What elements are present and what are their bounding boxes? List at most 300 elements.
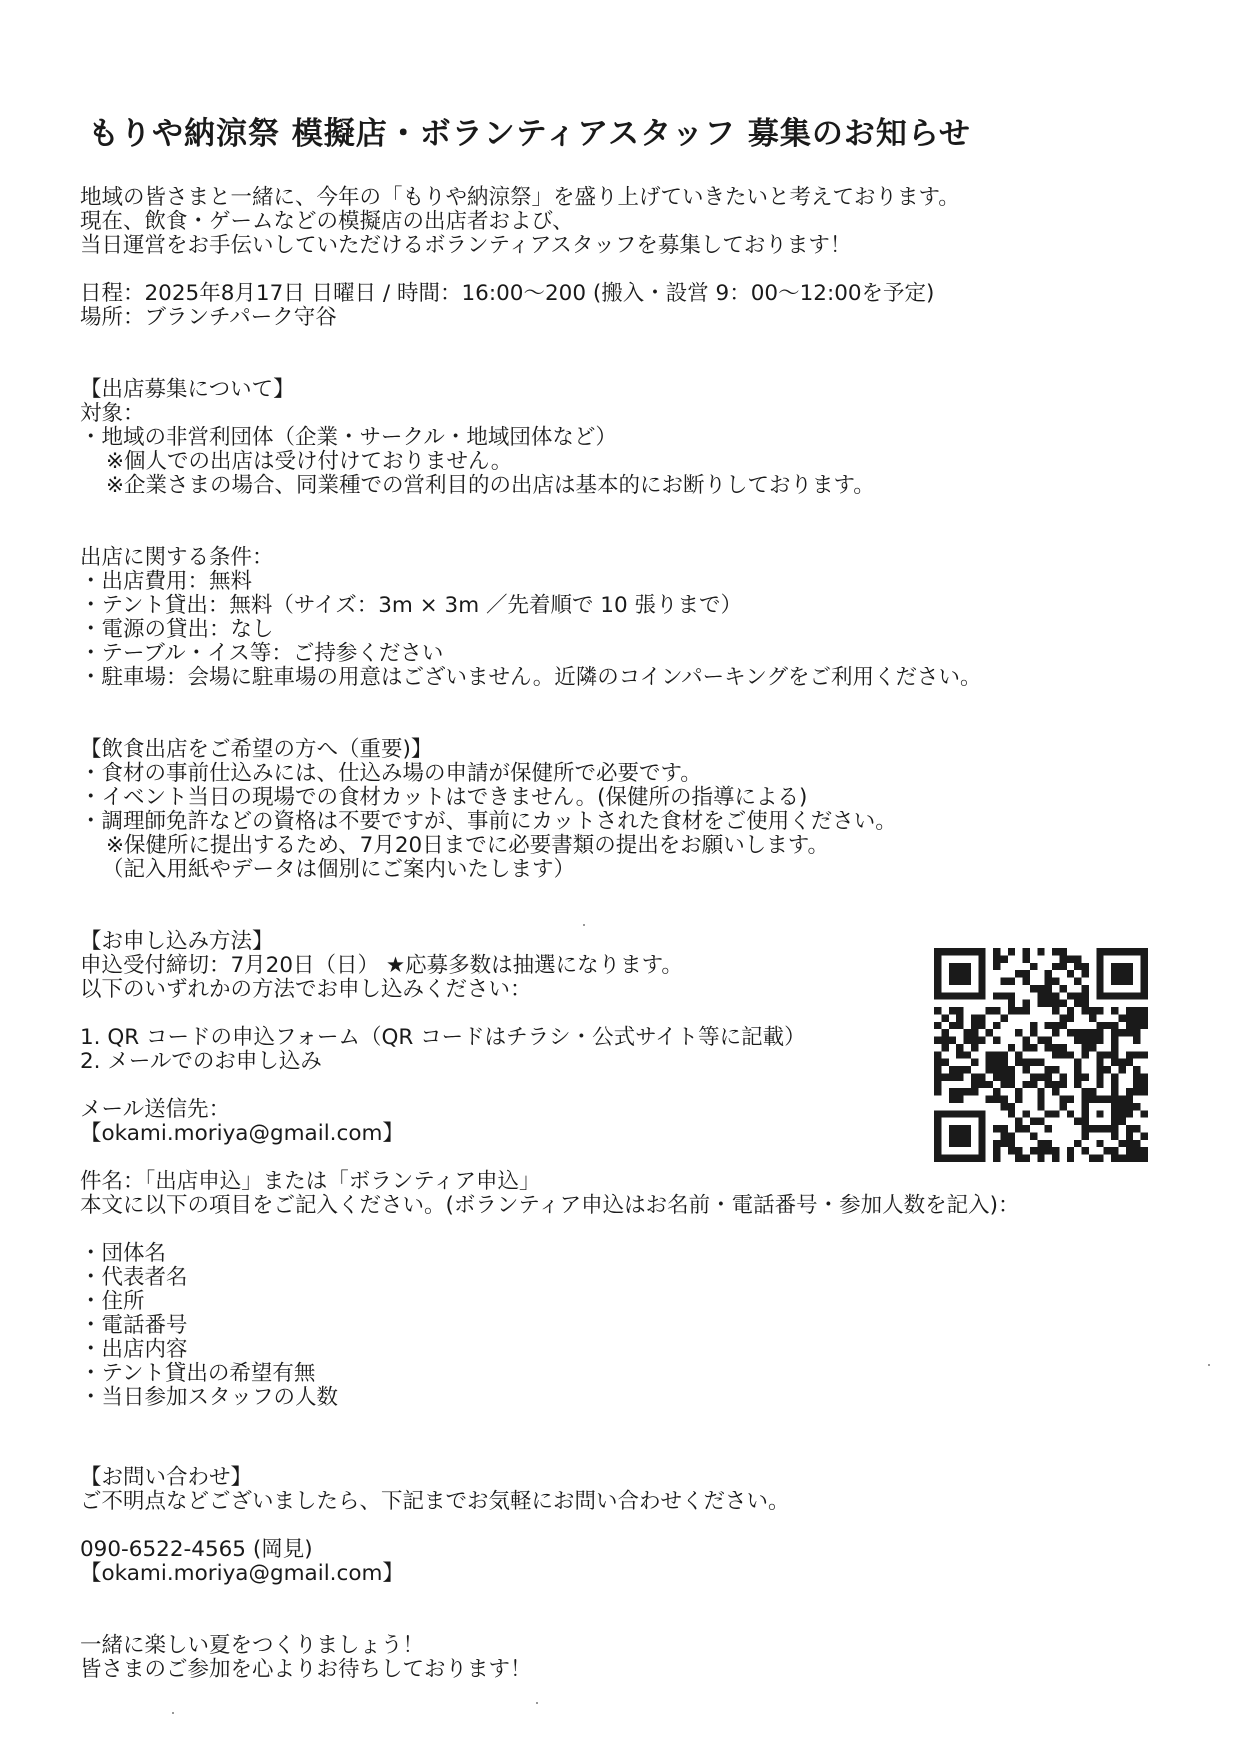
qr-module <box>978 1022 985 1029</box>
qr-module <box>1000 992 1007 999</box>
qr-module <box>1052 1051 1059 1058</box>
qr-module <box>1111 978 1118 985</box>
qr-module <box>978 1155 985 1162</box>
qr-module <box>1118 1140 1125 1147</box>
qr-module <box>1111 1059 1118 1066</box>
qr-module <box>993 1066 1000 1073</box>
qr-module <box>971 1110 978 1117</box>
qr-module <box>978 978 985 985</box>
event-datetime: 日程：2025年8月17日 日曜日 / 時間：16:00〜200 (搬入・設営 9：00〜12:00を予定) <box>80 281 935 306</box>
qr-module <box>1082 963 1089 970</box>
condition-item: ・テント貸出：無料（サイズ：3m × 3m ／先着順で 10 張りまで） <box>80 593 742 618</box>
qr-module <box>934 1051 941 1058</box>
qr-module <box>1067 1110 1074 1117</box>
qr-module <box>1096 948 1103 955</box>
qr-module <box>1074 1037 1081 1044</box>
qr-module <box>1141 1051 1148 1058</box>
qr-module <box>993 955 1000 962</box>
intro-line: 地域の皆さまと一緒に、今年の「もりや納涼祭」を盛り上げていきたいと考えております。 <box>80 185 960 210</box>
qr-module <box>1089 1125 1096 1132</box>
apply-method: 1. QR コードの申込フォーム（QR コードはチラシ・公式サイト等に記載） <box>80 1025 806 1050</box>
qr-module <box>964 1140 971 1147</box>
qr-module <box>949 978 956 985</box>
qr-module <box>1008 1066 1015 1073</box>
section-heading: 【出店募集について】 <box>80 377 295 402</box>
qr-module <box>1089 1029 1096 1036</box>
qr-module <box>1141 1007 1148 1014</box>
qr-module <box>1082 1103 1089 1110</box>
qr-module <box>956 948 963 955</box>
qr-module <box>978 1073 985 1080</box>
qr-module <box>1111 1096 1118 1103</box>
field-item: ・代表者名 <box>80 1265 188 1290</box>
qr-module <box>1037 948 1044 955</box>
scan-speck <box>1208 1364 1210 1366</box>
qr-module <box>1133 1037 1140 1044</box>
mail-label: メール送信先： <box>80 1097 231 1122</box>
qr-module <box>1030 1022 1037 1029</box>
qr-module <box>1023 1155 1030 1162</box>
qr-module <box>1037 1103 1044 1110</box>
qr-module <box>1126 1051 1133 1058</box>
qr-module <box>986 1051 993 1058</box>
qr-module <box>1037 1140 1044 1147</box>
schedule-section <box>80 282 934 330</box>
qr-module <box>993 1096 1000 1103</box>
qr-module <box>971 1073 978 1080</box>
qr-module <box>1030 1073 1037 1080</box>
qr-module <box>971 992 978 999</box>
qr-module <box>1067 1147 1074 1154</box>
qr-module <box>941 992 948 999</box>
qr-module <box>934 1081 941 1088</box>
qr-module <box>1045 1081 1052 1088</box>
closing-section <box>80 1634 532 1682</box>
scan-speck <box>536 1702 538 1704</box>
qr-module <box>1096 1125 1103 1132</box>
qr-module <box>941 1155 948 1162</box>
qr-module <box>1023 948 1030 955</box>
qr-module <box>1030 1081 1037 1088</box>
qr-module <box>1030 1029 1037 1036</box>
qr-module <box>1096 1051 1103 1058</box>
qr-module <box>1067 1096 1074 1103</box>
qr-module <box>964 1125 971 1132</box>
qr-module <box>1141 1110 1148 1117</box>
qr-module <box>1052 1081 1059 1088</box>
qr-module <box>934 1073 941 1080</box>
qr-module <box>1133 1007 1140 1014</box>
qr-module <box>1096 1140 1103 1147</box>
qr-module <box>1126 1096 1133 1103</box>
qr-module <box>1133 1073 1140 1080</box>
field-item: ・団体名 <box>80 1241 167 1266</box>
qr-module <box>1082 1088 1089 1095</box>
qr-module <box>1082 1110 1089 1117</box>
qr-module <box>964 1132 971 1139</box>
qr-module <box>956 1140 963 1147</box>
food-item: ・イベント当日の現場での食材カットはできません。(保健所の指導による) <box>80 785 808 810</box>
qr-module <box>1104 992 1111 999</box>
qr-module <box>1008 1103 1015 1110</box>
qr-module <box>1118 1066 1125 1073</box>
qr-module <box>1089 1037 1096 1044</box>
qr-module <box>1067 992 1074 999</box>
target-note: ※個人での出店は受け付けておりません。 <box>106 449 513 474</box>
conditions-section <box>80 546 982 690</box>
qr-module <box>1126 1029 1133 1036</box>
mail-body-instruction: 本文に以下の項目をご記入ください。(ボランティア申込はお名前・電話番号・参加人数を記入)： <box>80 1193 1020 1218</box>
qr-module <box>1023 978 1030 985</box>
qr-module <box>1037 1073 1044 1080</box>
qr-module <box>1104 1066 1111 1073</box>
qr-module <box>1089 1088 1096 1095</box>
qr-module <box>956 963 963 970</box>
qr-module <box>1082 1037 1089 1044</box>
qr-module <box>978 948 985 955</box>
qr-module <box>1015 1059 1022 1066</box>
qr-module <box>993 1147 1000 1154</box>
contact-phone[interactable]: 090-6522-4565 (岡見) <box>80 1537 313 1562</box>
qr-module <box>1000 1125 1007 1132</box>
qr-module <box>1118 948 1125 955</box>
qr-module <box>1133 1081 1140 1088</box>
qr-module <box>1023 1059 1030 1066</box>
qr-module <box>1141 1088 1148 1095</box>
qr-module <box>934 948 941 955</box>
vendor-recruit-section <box>80 378 875 498</box>
qr-module <box>1008 1044 1015 1051</box>
qr-module <box>1052 992 1059 999</box>
qr-module <box>1104 1022 1111 1029</box>
qr-module <box>993 1125 1000 1132</box>
qr-module <box>1037 1088 1044 1095</box>
qr-module <box>971 1155 978 1162</box>
qr-module <box>1133 992 1140 999</box>
qr-module <box>1126 1155 1133 1162</box>
qr-module <box>1000 1066 1007 1073</box>
qr-module <box>1000 1081 1007 1088</box>
qr-module <box>1023 1044 1030 1051</box>
qr-module <box>1096 963 1103 970</box>
qr-module <box>956 1073 963 1080</box>
qr-module <box>1030 1132 1037 1139</box>
qr-module <box>1074 1066 1081 1073</box>
qr-module <box>949 1096 956 1103</box>
qr-module <box>956 992 963 999</box>
qr-module <box>956 970 963 977</box>
qr-module <box>956 1007 963 1014</box>
contact-email[interactable]: 【okami.moriya@gmail.com】 <box>80 1561 404 1586</box>
qr-module <box>971 1059 978 1066</box>
qr-module <box>1023 1066 1030 1073</box>
qr-module <box>964 963 971 970</box>
qr-module <box>978 1132 985 1139</box>
qr-module <box>1133 1125 1140 1132</box>
qr-module <box>1023 1037 1030 1044</box>
qr-module <box>1067 1051 1074 1058</box>
qr-module <box>1126 1140 1133 1147</box>
qr-module <box>986 1066 993 1073</box>
qr-module <box>1096 970 1103 977</box>
target-note: ※企業さまの場合、同業種での営利目的の出店は基本的にお断りしております。 <box>106 473 875 498</box>
qr-module <box>1141 992 1148 999</box>
qr-module <box>1104 1125 1111 1132</box>
qr-module <box>1126 1147 1133 1154</box>
qr-module <box>1089 1155 1096 1162</box>
qr-module <box>1096 1073 1103 1080</box>
qr-module <box>1052 1147 1059 1154</box>
qr-code-icon[interactable] <box>934 948 1148 1162</box>
qr-module <box>1074 1000 1081 1007</box>
contact-text: ご不明点などございましたら、下記までお気軽にお問い合わせください。 <box>80 1489 790 1514</box>
qr-module <box>956 978 963 985</box>
qr-module <box>934 1147 941 1154</box>
qr-module <box>941 1014 948 1021</box>
qr-module <box>986 1007 993 1014</box>
target-label: 対象： <box>80 401 145 426</box>
qr-module <box>1111 992 1118 999</box>
qr-module <box>978 1140 985 1147</box>
qr-module <box>964 948 971 955</box>
qr-module <box>1096 1022 1103 1029</box>
qr-module <box>1096 1096 1103 1103</box>
qr-module <box>1052 1007 1059 1014</box>
qr-module <box>1082 992 1089 999</box>
qr-module <box>1118 1110 1125 1117</box>
qr-module <box>1059 1073 1066 1080</box>
qr-module <box>993 1088 1000 1095</box>
qr-module <box>1045 992 1052 999</box>
qr-module <box>1074 1140 1081 1147</box>
qr-module <box>1111 1088 1118 1095</box>
qr-module <box>1126 948 1133 955</box>
mail-address[interactable]: 【okami.moriya@gmail.com】 <box>80 1121 404 1146</box>
qr-module <box>971 1044 978 1051</box>
scan-speck <box>583 924 585 926</box>
target-item: ・地域の非営利団体（企業・サークル・地域団体など） <box>80 425 617 450</box>
qr-module <box>1082 985 1089 992</box>
field-item: ・出店内容 <box>80 1337 188 1362</box>
qr-module <box>1000 1140 1007 1147</box>
field-item: ・電話番号 <box>80 1313 188 1338</box>
qr-module <box>1141 1147 1148 1154</box>
qr-module <box>956 1066 963 1073</box>
qr-module <box>1141 955 1148 962</box>
qr-module <box>1023 1125 1030 1132</box>
qr-module <box>1082 970 1089 977</box>
qr-module <box>1096 1066 1103 1073</box>
qr-module <box>964 1051 971 1058</box>
food-item: ・調理師免許などの資格は不要ですが、事前にカットされた食材をご使用ください。 <box>80 809 897 834</box>
qr-module <box>993 1073 1000 1080</box>
qr-module <box>964 1037 971 1044</box>
qr-module <box>1111 1029 1118 1036</box>
section-heading: 出店に関する条件： <box>80 545 274 570</box>
qr-module <box>964 1029 971 1036</box>
qr-module <box>1074 992 1081 999</box>
qr-module <box>1000 1073 1007 1080</box>
qr-module <box>1126 1022 1133 1029</box>
qr-module <box>1133 948 1140 955</box>
qr-module <box>1008 1073 1015 1080</box>
qr-module <box>971 1088 978 1095</box>
qr-module <box>1023 970 1030 977</box>
qr-module <box>934 1125 941 1132</box>
section-heading: 【飲食出店をご希望の方へ（重要)】 <box>80 737 433 762</box>
mail-subject: 件名：「出店申込」または「ボランティア申込」 <box>80 1169 541 1194</box>
apply-method: 2. メールでのお申し込み <box>80 1049 322 1074</box>
qr-module <box>1000 1059 1007 1066</box>
qr-module <box>1008 1081 1015 1088</box>
qr-module <box>1082 1132 1089 1139</box>
qr-module <box>1000 1096 1007 1103</box>
qr-module <box>1045 1125 1052 1132</box>
qr-module <box>949 1110 956 1117</box>
qr-module <box>1030 1044 1037 1051</box>
qr-module <box>1037 1000 1044 1007</box>
qr-module <box>971 948 978 955</box>
qr-module <box>1045 1066 1052 1073</box>
qr-module <box>1082 1096 1089 1103</box>
qr-module <box>1015 1125 1022 1132</box>
qr-module <box>1118 1118 1125 1125</box>
qr-module <box>993 992 1000 999</box>
qr-module <box>934 963 941 970</box>
qr-module <box>949 963 956 970</box>
qr-module <box>1037 985 1044 992</box>
intro-line: 当日運営をお手伝いしていただけるボランティアスタッフを募集しております！ <box>80 233 852 258</box>
apply-section <box>80 930 1020 1410</box>
qr-module <box>1030 1059 1037 1066</box>
qr-module <box>949 1125 956 1132</box>
qr-module <box>1104 1051 1111 1058</box>
qr-module <box>1082 1029 1089 1036</box>
qr-module <box>964 978 971 985</box>
qr-module <box>1067 1014 1074 1021</box>
qr-module <box>1000 955 1007 962</box>
food-item: ・食材の事前仕込みには、仕込み場の申請が保健所で必要です。 <box>80 761 702 786</box>
qr-module <box>949 1007 956 1014</box>
qr-module <box>949 1037 956 1044</box>
qr-module <box>934 1066 941 1073</box>
qr-module <box>949 1022 956 1029</box>
qr-module <box>1037 1118 1044 1125</box>
closing-line: 一緒に楽しい夏をつくりましょう！ <box>80 1633 425 1658</box>
qr-module <box>978 992 985 999</box>
qr-module <box>956 1155 963 1162</box>
qr-module <box>1037 992 1044 999</box>
qr-module <box>1045 1110 1052 1117</box>
qr-module <box>978 955 985 962</box>
qr-module <box>1126 1110 1133 1117</box>
qr-module <box>1052 1029 1059 1036</box>
qr-module <box>993 948 1000 955</box>
qr-module <box>934 955 941 962</box>
qr-module <box>1141 1081 1148 1088</box>
qr-module <box>1118 1155 1125 1162</box>
qr-module <box>1000 978 1007 985</box>
qr-module <box>1000 1014 1007 1021</box>
intro-section <box>80 186 960 258</box>
qr-module <box>949 1155 956 1162</box>
qr-module <box>986 1059 993 1066</box>
qr-module <box>971 1037 978 1044</box>
qr-module <box>1096 1081 1103 1088</box>
qr-module <box>1126 1125 1133 1132</box>
qr-module <box>978 1110 985 1117</box>
qr-module <box>1059 1022 1066 1029</box>
qr-module <box>1045 978 1052 985</box>
qr-module <box>1096 1155 1103 1162</box>
qr-module <box>1059 1096 1066 1103</box>
qr-module <box>1082 1044 1089 1051</box>
qr-module <box>1023 1081 1030 1088</box>
qr-module <box>1111 948 1118 955</box>
qr-module <box>1096 985 1103 992</box>
qr-module <box>1118 970 1125 977</box>
qr-module <box>1045 1022 1052 1029</box>
qr-module <box>1082 1000 1089 1007</box>
qr-module <box>1008 1132 1015 1139</box>
qr-module <box>1104 1147 1111 1154</box>
qr-module <box>986 1096 993 1103</box>
qr-module <box>1118 1059 1125 1066</box>
qr-module <box>978 1081 985 1088</box>
qr-module <box>1133 1155 1140 1162</box>
condition-item: ・テーブル・イス等：ご持参ください <box>80 641 444 666</box>
page-title: もりや納涼祭 模擬店・ボランティアスタッフ 募集のお知らせ <box>88 116 971 152</box>
qr-module <box>964 1066 971 1073</box>
qr-module <box>978 970 985 977</box>
qr-module <box>1030 985 1037 992</box>
qr-module <box>1023 1000 1030 1007</box>
qr-module <box>1133 1051 1140 1058</box>
qr-module <box>941 1044 948 1051</box>
scan-speck <box>172 1712 174 1714</box>
qr-module <box>971 1081 978 1088</box>
qr-module <box>1111 1073 1118 1080</box>
qr-module <box>978 1014 985 1021</box>
qr-module <box>934 1022 941 1029</box>
qr-module <box>1133 1022 1140 1029</box>
qr-module <box>949 1066 956 1073</box>
closing-line: 皆さまのご参加を心よりお待ちしております！ <box>80 1657 532 1682</box>
qr-module <box>1096 1110 1103 1117</box>
qr-module <box>1067 970 1074 977</box>
qr-module <box>949 1088 956 1095</box>
apply-instruction: 以下のいずれかの方法でお申し込みください： <box>80 977 532 1002</box>
qr-module <box>1045 1140 1052 1147</box>
qr-module <box>934 1037 941 1044</box>
qr-module <box>1074 963 1081 970</box>
qr-module <box>934 978 941 985</box>
qr-module <box>1126 1103 1133 1110</box>
qr-module <box>1008 1110 1015 1117</box>
qr-module <box>1096 978 1103 985</box>
qr-module <box>1015 1088 1022 1095</box>
qr-module <box>971 1022 978 1029</box>
qr-module <box>993 1007 1000 1014</box>
qr-module <box>941 1110 948 1117</box>
qr-module <box>1037 1155 1044 1162</box>
qr-module <box>1118 1014 1125 1021</box>
qr-module <box>971 1029 978 1036</box>
qr-module <box>1141 1132 1148 1139</box>
qr-module <box>993 1155 1000 1162</box>
qr-module <box>934 1088 941 1095</box>
qr-module <box>1096 955 1103 962</box>
